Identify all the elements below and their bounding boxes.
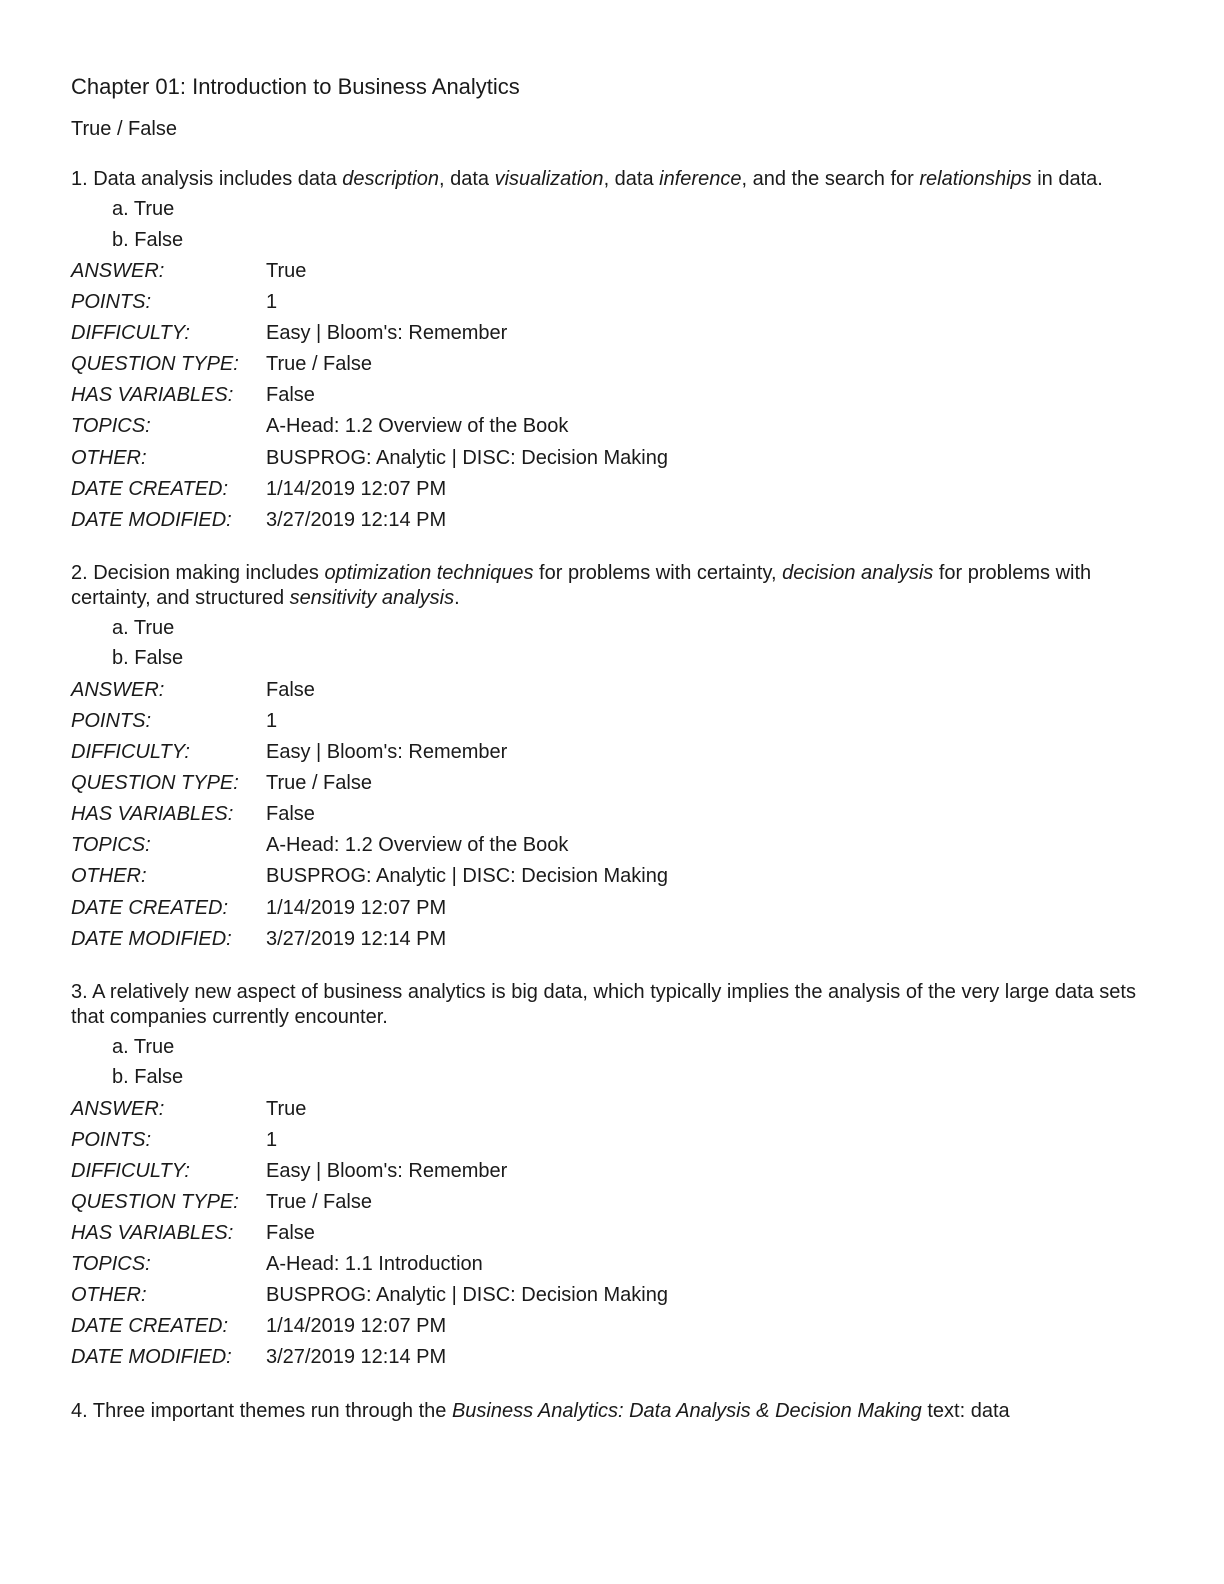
question-stem bbox=[71, 1399, 1146, 1424]
meta-row-points bbox=[71, 1125, 1146, 1156]
meta-value: BUSPROG: Analytic | DISC: Decision Making bbox=[266, 1284, 668, 1307]
meta-value: True / False bbox=[266, 353, 372, 376]
meta-row-answer bbox=[71, 675, 1146, 706]
meta-row-has-variables bbox=[71, 380, 1146, 411]
meta-label: DATE MODIFIED: bbox=[71, 1346, 232, 1369]
choice-item: b. False bbox=[112, 1066, 184, 1089]
meta-row-date-modified bbox=[71, 1342, 1146, 1373]
meta-label: DIFFICULTY: bbox=[71, 1159, 190, 1182]
meta-label: HAS VARIABLES: bbox=[71, 1222, 234, 1245]
meta-label: DIFFICULTY: bbox=[71, 322, 190, 345]
meta-value: 3/27/2019 12:14 PM bbox=[266, 927, 447, 950]
meta-row-points bbox=[71, 287, 1146, 318]
meta-label: DATE MODIFIED: bbox=[71, 508, 232, 531]
meta-label: OTHER: bbox=[71, 446, 147, 469]
meta-row-difficulty bbox=[71, 318, 1146, 349]
section-title: True / False bbox=[71, 118, 177, 140]
stem-emphasis: sensitivity analysis bbox=[289, 586, 455, 609]
meta-value: 3/27/2019 12:14 PM bbox=[266, 1346, 447, 1369]
meta-value: False bbox=[266, 678, 315, 701]
meta-label: DIFFICULTY: bbox=[71, 741, 190, 764]
meta-row-other bbox=[71, 443, 1146, 474]
meta-label: ANSWER: bbox=[71, 1097, 165, 1120]
question-metadata bbox=[71, 675, 1146, 955]
meta-row-has-variables bbox=[71, 1218, 1146, 1249]
meta-label: QUESTION TYPE: bbox=[71, 772, 239, 795]
meta-row-date-created bbox=[71, 474, 1146, 505]
question-stem bbox=[71, 167, 1146, 192]
meta-value: False bbox=[266, 803, 315, 826]
stem-text: , data bbox=[439, 168, 495, 190]
choice-item: b. False bbox=[112, 647, 184, 670]
meta-row-difficulty bbox=[71, 1156, 1146, 1187]
meta-label: TOPICS: bbox=[71, 1253, 151, 1276]
stem-text: . bbox=[454, 586, 460, 609]
meta-label: HAS VARIABLES: bbox=[71, 384, 234, 407]
question-metadata bbox=[71, 256, 1146, 536]
choice-list bbox=[71, 1032, 1146, 1093]
meta-row-answer bbox=[71, 1094, 1146, 1125]
meta-label: DATE MODIFIED: bbox=[71, 927, 232, 950]
choice-item: b. False bbox=[112, 228, 184, 251]
stem-text: for problems with certainty, bbox=[533, 561, 783, 584]
question-list bbox=[71, 167, 1146, 1424]
document-page bbox=[71, 72, 1146, 1424]
meta-row-date-created bbox=[71, 893, 1146, 924]
stem-text: in data. bbox=[1031, 168, 1103, 190]
meta-row-other bbox=[71, 1280, 1146, 1311]
choice-list bbox=[71, 613, 1146, 674]
meta-row-has-variables bbox=[71, 799, 1146, 830]
meta-row-topics bbox=[71, 1249, 1146, 1280]
meta-label: OTHER: bbox=[71, 1284, 147, 1307]
meta-label: DATE CREATED: bbox=[71, 1315, 229, 1338]
meta-value: A-Head: 1.1 Introduction bbox=[266, 1253, 483, 1276]
question-2 bbox=[71, 561, 1146, 955]
meta-label: QUESTION TYPE: bbox=[71, 1190, 239, 1213]
meta-value: Easy | Bloom's: Remember bbox=[266, 1159, 508, 1182]
stem-text: , and the search for bbox=[741, 168, 920, 190]
meta-value: True bbox=[266, 1097, 307, 1120]
meta-row-other bbox=[71, 861, 1146, 892]
meta-label: OTHER: bbox=[71, 865, 147, 888]
question-stem bbox=[71, 980, 1146, 1030]
meta-value: 1 bbox=[266, 1128, 278, 1151]
meta-value: BUSPROG: Analytic | DISC: Decision Making bbox=[266, 865, 668, 888]
meta-value: False bbox=[266, 1222, 315, 1245]
question-3 bbox=[71, 980, 1146, 1374]
question-stem bbox=[71, 561, 1146, 611]
stem-text: for problems with certainty, and structured bbox=[71, 561, 1092, 609]
stem-text: 1. Data analysis includes data bbox=[71, 168, 343, 190]
meta-label: TOPICS: bbox=[71, 834, 151, 857]
meta-label: POINTS: bbox=[71, 1128, 152, 1151]
meta-row-question-type bbox=[71, 1187, 1146, 1218]
meta-row-date-modified bbox=[71, 505, 1146, 536]
meta-value: 1/14/2019 12:07 PM bbox=[266, 896, 447, 919]
stem-text: 3. A relatively new aspect of business analytics is big data, which typically implies the analysis of the very large data sets that companies currently encounter. bbox=[71, 980, 1136, 1028]
meta-row-difficulty bbox=[71, 737, 1146, 768]
question-1 bbox=[71, 167, 1146, 536]
stem-emphasis: inference bbox=[659, 168, 742, 190]
meta-value: False bbox=[266, 384, 315, 407]
stem-text: 4. Three important themes run through the bbox=[71, 1399, 452, 1422]
meta-row-question-type bbox=[71, 349, 1146, 380]
meta-value: A-Head: 1.2 Overview of the Book bbox=[266, 834, 569, 857]
choice-list bbox=[71, 194, 1146, 255]
stem-emphasis: description bbox=[342, 168, 439, 190]
meta-value: True bbox=[266, 260, 307, 282]
meta-row-points bbox=[71, 706, 1146, 737]
meta-label: TOPICS: bbox=[71, 415, 151, 438]
chapter-title: Chapter 01: Introduction to Business Analytics bbox=[71, 74, 520, 99]
stem-emphasis: decision analysis bbox=[782, 561, 934, 584]
stem-emphasis: relationships bbox=[919, 168, 1032, 190]
meta-label: DATE CREATED: bbox=[71, 477, 229, 500]
meta-label: ANSWER: bbox=[71, 678, 165, 701]
meta-label: POINTS: bbox=[71, 709, 152, 732]
question-4 bbox=[71, 1399, 1146, 1424]
meta-value: True / False bbox=[266, 1190, 372, 1213]
meta-row-topics bbox=[71, 830, 1146, 861]
meta-value: 1 bbox=[266, 291, 278, 314]
meta-value: BUSPROG: Analytic | DISC: Decision Making bbox=[266, 446, 668, 469]
stem-emphasis: visualization bbox=[494, 168, 604, 190]
meta-label: ANSWER: bbox=[71, 260, 165, 282]
meta-row-date-modified bbox=[71, 924, 1146, 955]
choice-item: a. True bbox=[112, 198, 175, 220]
meta-value: 1/14/2019 12:07 PM bbox=[266, 477, 447, 500]
meta-value: 3/27/2019 12:14 PM bbox=[266, 508, 447, 531]
meta-row-question-type bbox=[71, 768, 1146, 799]
question-metadata bbox=[71, 1094, 1146, 1374]
meta-label: QUESTION TYPE: bbox=[71, 353, 239, 376]
meta-value: A-Head: 1.2 Overview of the Book bbox=[266, 415, 569, 438]
stem-emphasis: optimization techniques bbox=[324, 561, 534, 584]
stem-text: text: data bbox=[921, 1399, 1010, 1422]
meta-value: True / False bbox=[266, 772, 372, 795]
meta-label: POINTS: bbox=[71, 291, 152, 314]
meta-value: 1 bbox=[266, 709, 278, 732]
meta-value: Easy | Bloom's: Remember bbox=[266, 741, 508, 764]
meta-label: DATE CREATED: bbox=[71, 896, 229, 919]
stem-text: 2. Decision making includes bbox=[71, 561, 325, 584]
meta-value: Easy | Bloom's: Remember bbox=[266, 322, 508, 345]
stem-emphasis: Business Analytics: Data Analysis & Decision Making bbox=[451, 1399, 922, 1422]
meta-row-topics bbox=[71, 411, 1146, 442]
choice-item: a. True bbox=[112, 1035, 175, 1058]
meta-value: 1/14/2019 12:07 PM bbox=[266, 1315, 447, 1338]
meta-row-date-created bbox=[71, 1311, 1146, 1342]
choice-item: a. True bbox=[112, 616, 175, 639]
meta-label: HAS VARIABLES: bbox=[71, 803, 234, 826]
meta-row-answer bbox=[71, 256, 1146, 287]
stem-text: , data bbox=[603, 168, 660, 190]
